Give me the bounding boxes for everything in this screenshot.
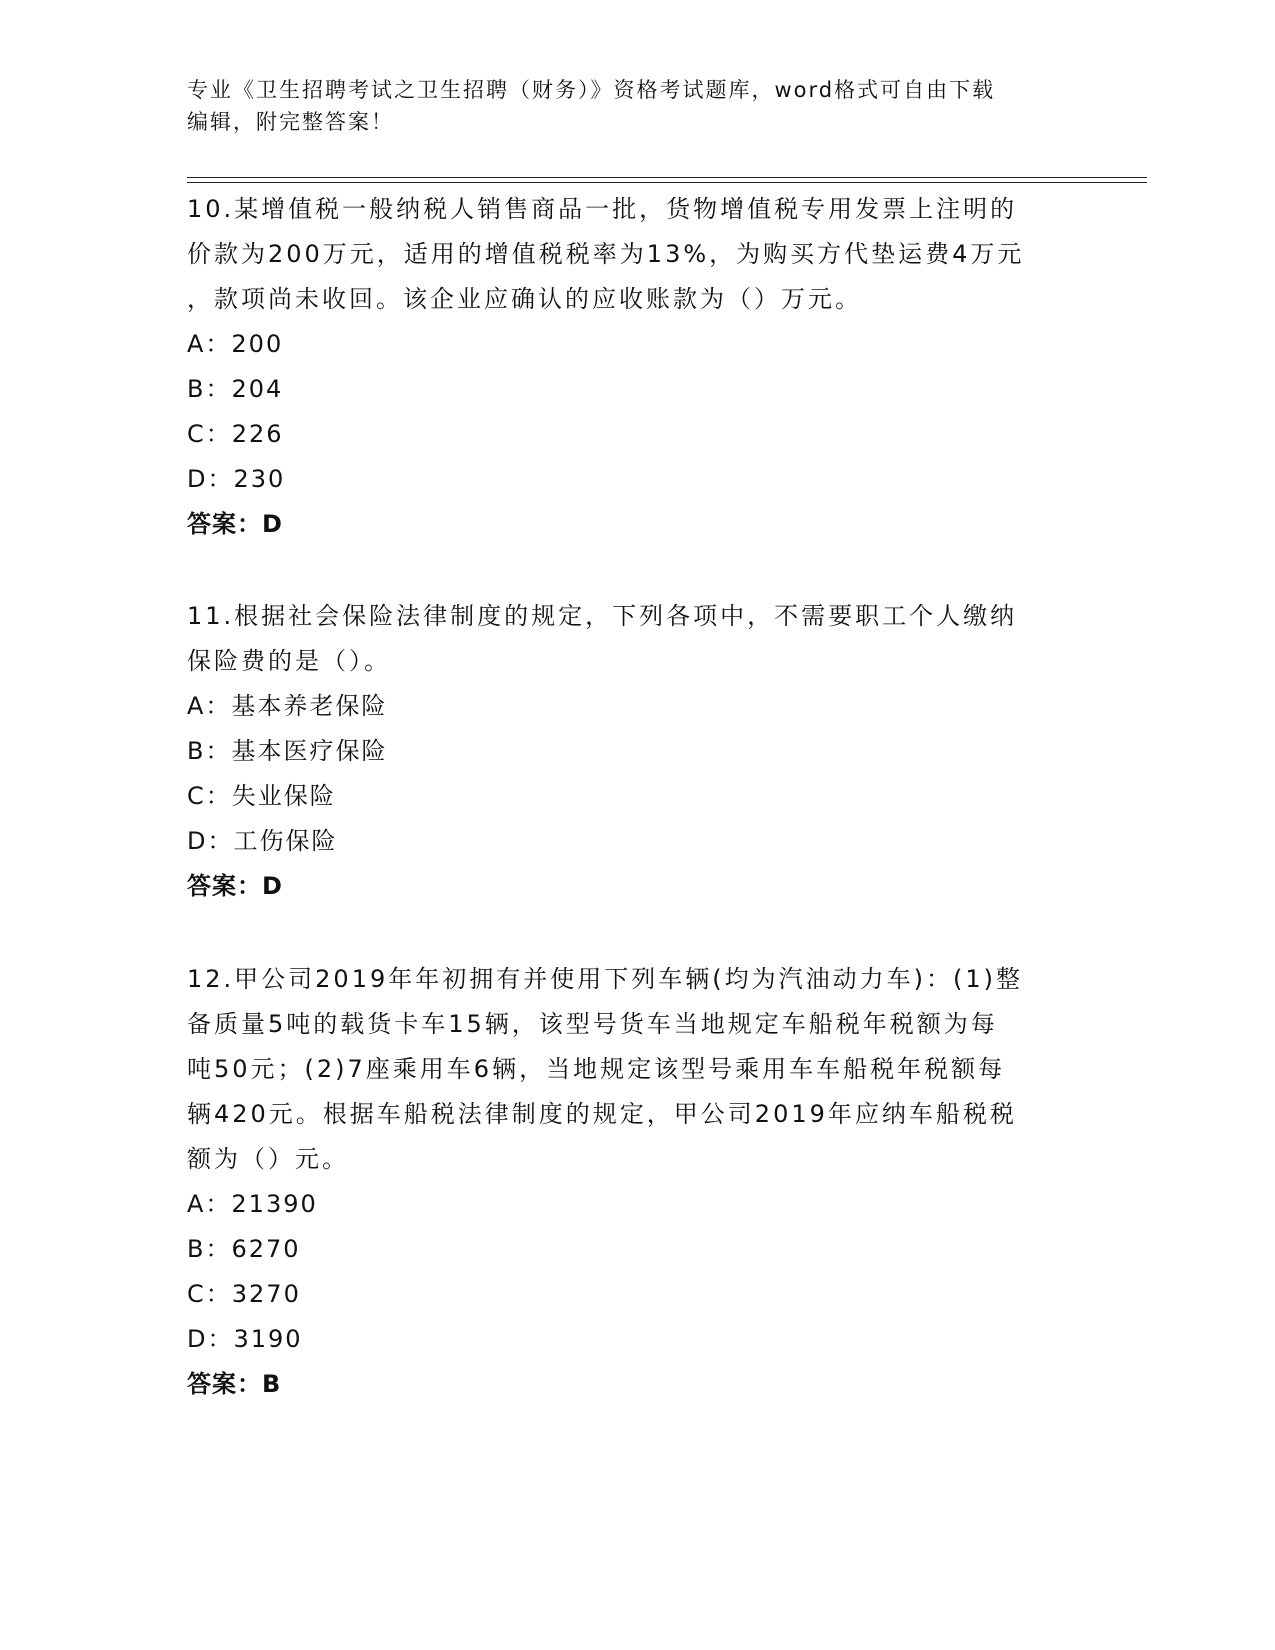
option-c: C：226 [187, 420, 284, 448]
header-divider-bottom [187, 182, 1147, 183]
option-b: B：基本医疗保险 [187, 737, 388, 765]
question-stem: 10.某增值税一般纳税人销售商品一批，货物增值税专用发票上注明的 价款为200万元，适用的增值税税率为13%，为购买方代垫运费4万元 ，款项尚未收回。该企业应确认的应收账款为（）万元。 [187, 195, 1025, 313]
question-12 [187, 957, 1087, 1407]
option-c: C：3270 [187, 1280, 301, 1308]
option-a: A：21390 [187, 1190, 318, 1218]
question-11 [187, 594, 1087, 909]
header-divider-top [187, 177, 1147, 178]
answer: 答案：D [187, 872, 283, 900]
answer: 答案：D [187, 510, 283, 538]
question-stem: 11.根据社会保险法律制度的规定，下列各项中，不需要职工个人缴纳 保险费的是（）。 [187, 602, 1018, 675]
question-10 [187, 187, 1087, 547]
question-stem: 12.甲公司2019年年初拥有并使用下列车辆(均为汽油动力车)：(1)整 备质量5吨的载货卡车15辆，该型号货车当地规定车船税年税额为每 吨50元；(2)7座乘用车6辆，当地规定该型号乘用车车船税年税额每 辆420元。根据车船税法律制度的规定，甲公司2019年应纳车船税税 额为（）元。 [187, 965, 1023, 1173]
option-d: D：工伤保险 [187, 827, 338, 855]
option-a: A：基本养老保险 [187, 692, 388, 720]
option-d: D：230 [187, 465, 286, 493]
option-c: C：失业保险 [187, 782, 336, 810]
header-line-1: 专业《卫生招聘考试之卫生招聘（财务）》资格考试题库，word格式可自由下载 [187, 78, 996, 102]
option-d: D：3190 [187, 1325, 303, 1353]
document-header [187, 74, 1067, 138]
header-line-2: 编辑，附完整答案！ [187, 110, 394, 134]
option-b: B：6270 [187, 1235, 301, 1263]
option-b: B：204 [187, 375, 284, 403]
answer: 答案：B [187, 1370, 282, 1398]
option-a: A：200 [187, 330, 284, 358]
